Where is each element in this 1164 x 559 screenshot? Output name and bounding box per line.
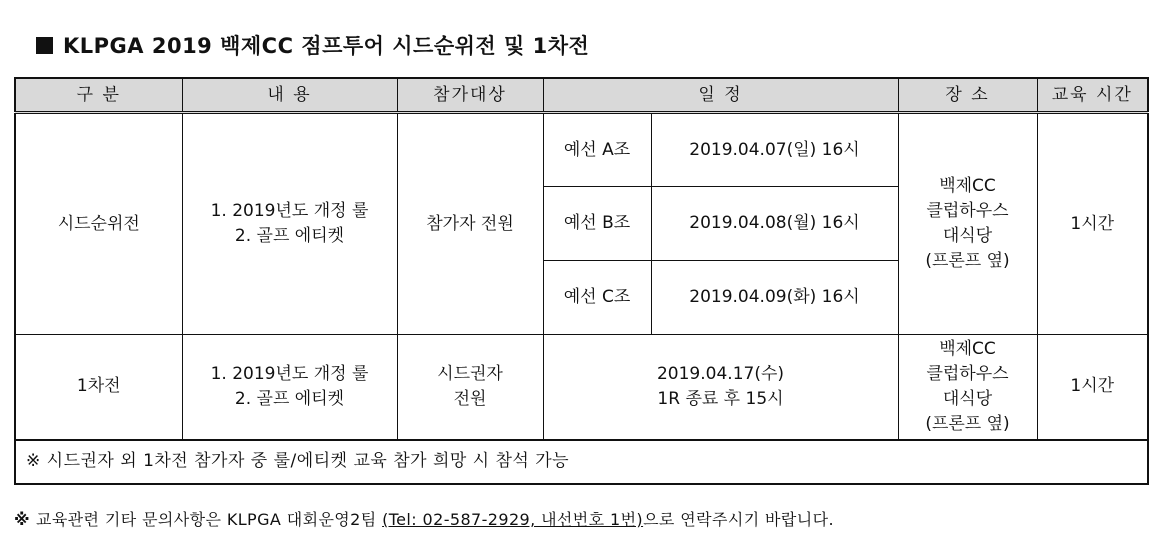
note-text: ※ 시드권자 외 1차전 참가자 중 룰/에티켓 교육 참가 희망 시 참석 가능 [15, 440, 1148, 484]
content-line: 2. 골프 에티켓 [234, 226, 345, 246]
target-line: 전원 [453, 388, 487, 409]
schedule-date-cell: 2019.04.07(일) 16시 [651, 113, 898, 187]
header-row [15, 78, 1148, 113]
schedule-line: 2019.04.17(수) [656, 363, 785, 384]
place-line: 백제CC [939, 176, 996, 196]
content-line: 1. 2019년도 개정 룰 [210, 363, 369, 384]
title-text: KLPGA 2019 백제CC 점프투어 시드순위전 및 1차전 [63, 34, 590, 58]
content-line: 2. 골프 에티켓 [234, 388, 345, 409]
table-row [15, 113, 1148, 187]
category-cell: 1차전 [15, 335, 182, 440]
place-line: 백제CC [939, 338, 996, 359]
education-schedule-table [14, 77, 1149, 485]
place-cell [898, 335, 1037, 440]
target-cell: 참가자 전원 [397, 113, 543, 335]
place-line: 대식당 [942, 388, 993, 409]
time-cell: 1시간 [1037, 335, 1148, 440]
schedule-group-cell: 예선 A조 [543, 113, 651, 187]
footer-text-after: 으로 연락주시기 바랍니다. [643, 510, 834, 529]
place-line: (프론프 옆) [925, 413, 1010, 434]
schedule-group-cell: 예선 C조 [543, 261, 651, 335]
note-row [15, 440, 1148, 484]
place-cell [898, 113, 1037, 335]
footer-notice [14, 507, 834, 530]
schedule-cell [543, 335, 898, 440]
place-line: (프론프 옆) [925, 251, 1010, 271]
place-line: 대식당 [942, 226, 993, 246]
time-cell: 1시간 [1037, 113, 1148, 335]
header-content: 내 용 [182, 78, 397, 113]
footer-text-before: 교육관련 기타 문의사항은 KLPGA 대회운영2팀 [35, 510, 383, 529]
header-target: 참가대상 [397, 78, 543, 113]
reference-mark: ※ [14, 510, 30, 529]
schedule-date-cell: 2019.04.08(월) 16시 [651, 187, 898, 261]
header-category: 구 분 [15, 78, 182, 113]
content-line: 1. 2019년도 개정 룰 [210, 201, 369, 221]
square-bullet-icon [36, 37, 53, 54]
table-row [15, 335, 1148, 440]
header-schedule: 일 정 [543, 78, 898, 113]
header-time: 교육 시간 [1037, 78, 1148, 113]
contact-info: (Tel: 02-587-2929, 내선번호 1번) [382, 510, 644, 529]
category-cell: 시드순위전 [15, 113, 182, 335]
schedule-line: 1R 종료 후 15시 [657, 388, 784, 409]
document-title [36, 30, 589, 60]
header-place: 장 소 [898, 78, 1037, 113]
place-line: 클럽하우스 [926, 201, 1009, 221]
schedule-group-cell: 예선 B조 [543, 187, 651, 261]
target-line: 시드권자 [437, 363, 503, 384]
schedule-date-cell: 2019.04.09(화) 16시 [651, 261, 898, 335]
content-cell [182, 113, 397, 335]
place-line: 클럽하우스 [926, 363, 1009, 384]
target-cell [397, 335, 543, 440]
content-cell [182, 335, 397, 440]
